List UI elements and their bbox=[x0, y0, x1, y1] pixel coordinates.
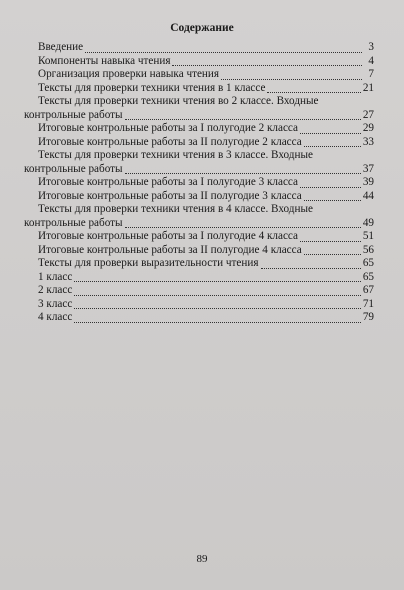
dot-leader bbox=[125, 172, 361, 174]
toc-entry-page: 27 bbox=[362, 108, 374, 121]
toc-entry-page: 4 bbox=[368, 54, 374, 67]
toc-entry bbox=[38, 82, 374, 96]
toc-entry-label-continued: контрольные работы bbox=[24, 108, 123, 121]
toc-entry-label: 3 класс bbox=[38, 297, 73, 310]
toc-entry-label: Тексты для проверки выразительности чтения bbox=[38, 257, 259, 269]
toc-entry-page: 65 bbox=[362, 270, 374, 283]
dot-leader bbox=[221, 78, 362, 80]
toc-entry-label: Тексты для проверки техники чтения в 4 классе. Входные bbox=[38, 203, 313, 215]
toc-entry-label: Тексты для проверки техники чтения в 3 классе. Входные bbox=[38, 149, 313, 161]
dot-leader bbox=[304, 253, 361, 255]
dot-leader bbox=[74, 280, 361, 282]
toc-entry-label: Тексты для проверки техники чтения во 2 классе. Входные bbox=[38, 95, 319, 107]
toc-entry-label: 4 класс bbox=[38, 311, 73, 323]
toc-entry-page: 7 bbox=[368, 68, 374, 80]
dot-leader bbox=[261, 267, 361, 269]
toc-entry-continuation bbox=[24, 109, 374, 123]
dot-leader bbox=[300, 240, 361, 242]
toc-entry-page: 29 bbox=[362, 122, 374, 134]
toc-entry-label: Итоговые контрольные работы за II полугодие 3 класса bbox=[38, 189, 302, 202]
toc-entry bbox=[38, 244, 374, 258]
dot-leader bbox=[85, 51, 362, 53]
toc-entry-page: 49 bbox=[362, 216, 374, 229]
dot-leader bbox=[74, 307, 361, 309]
toc-entry-page: 3 bbox=[368, 41, 374, 53]
toc-entry-label: Введение bbox=[38, 41, 84, 53]
toc-entry bbox=[38, 257, 374, 271]
toc-entry bbox=[38, 41, 374, 55]
dot-leader bbox=[74, 294, 361, 296]
toc-entry bbox=[38, 298, 374, 312]
toc-entry-page: 51 bbox=[362, 230, 374, 242]
toc-entry bbox=[24, 203, 374, 230]
toc-entry-page: 37 bbox=[362, 162, 374, 175]
toc-entry-label: Итоговые контрольные работы за I полугодие 4 класса bbox=[38, 230, 298, 242]
dot-leader bbox=[125, 118, 361, 120]
toc-entry bbox=[38, 122, 374, 136]
toc-entry bbox=[38, 284, 374, 298]
dot-leader bbox=[74, 321, 361, 323]
toc-entry-label: Компоненты навыка чтения bbox=[38, 54, 171, 67]
toc-entry bbox=[38, 190, 374, 204]
toc-entry bbox=[38, 311, 374, 325]
page-title: Содержание bbox=[170, 22, 234, 34]
dot-leader bbox=[125, 226, 361, 228]
page-number: 89 bbox=[196, 553, 208, 565]
toc-entry-label: 2 класс bbox=[38, 284, 73, 296]
toc-entry-page: 39 bbox=[362, 176, 374, 188]
toc-entry bbox=[24, 149, 374, 176]
dot-leader bbox=[304, 199, 361, 201]
toc-entry-page: 33 bbox=[362, 135, 374, 148]
toc-entry-label: Итоговые контрольные работы за I полугодие 3 класса bbox=[38, 176, 298, 188]
toc-entry-page: 56 bbox=[362, 243, 374, 256]
toc-entry-page: 79 bbox=[362, 311, 374, 323]
dot-leader bbox=[304, 145, 361, 147]
toc-entry-page: 71 bbox=[362, 297, 374, 310]
toc-entry bbox=[38, 68, 374, 82]
dot-leader bbox=[300, 186, 361, 188]
toc-entry bbox=[24, 95, 374, 122]
toc-entry-page: 65 bbox=[362, 257, 374, 269]
toc-entry-label: 1 класс bbox=[38, 270, 73, 283]
toc-entry bbox=[38, 230, 374, 244]
toc-entry bbox=[38, 136, 374, 150]
toc-entry bbox=[38, 176, 374, 190]
dot-leader bbox=[172, 64, 362, 66]
toc-entry bbox=[38, 271, 374, 285]
toc-entry bbox=[38, 55, 374, 69]
toc-entry-page: 67 bbox=[362, 284, 374, 296]
dot-leader bbox=[267, 91, 360, 93]
toc-entry-label: Итоговые контрольные работы за I полугодие 2 класса bbox=[38, 122, 298, 134]
toc-entry-continuation bbox=[24, 163, 374, 177]
toc-entry-page: 44 bbox=[362, 189, 374, 202]
toc-entry-label-continued: контрольные работы bbox=[24, 162, 123, 175]
toc-entry-label: Тексты для проверки техники чтения в 1 классе bbox=[38, 81, 266, 94]
toc-entry-label-continued: контрольные работы bbox=[24, 216, 123, 229]
toc-entry-label: Организация проверки навыка чтения bbox=[38, 68, 220, 80]
dot-leader bbox=[300, 132, 361, 134]
table-of-contents bbox=[24, 41, 374, 325]
toc-entry-continuation bbox=[24, 217, 374, 231]
toc-entry-page: 21 bbox=[362, 81, 374, 94]
toc-entry-label: Итоговые контрольные работы за II полугодие 2 класса bbox=[38, 135, 302, 148]
toc-entry-label: Итоговые контрольные работы за II полугодие 4 класса bbox=[38, 243, 302, 256]
